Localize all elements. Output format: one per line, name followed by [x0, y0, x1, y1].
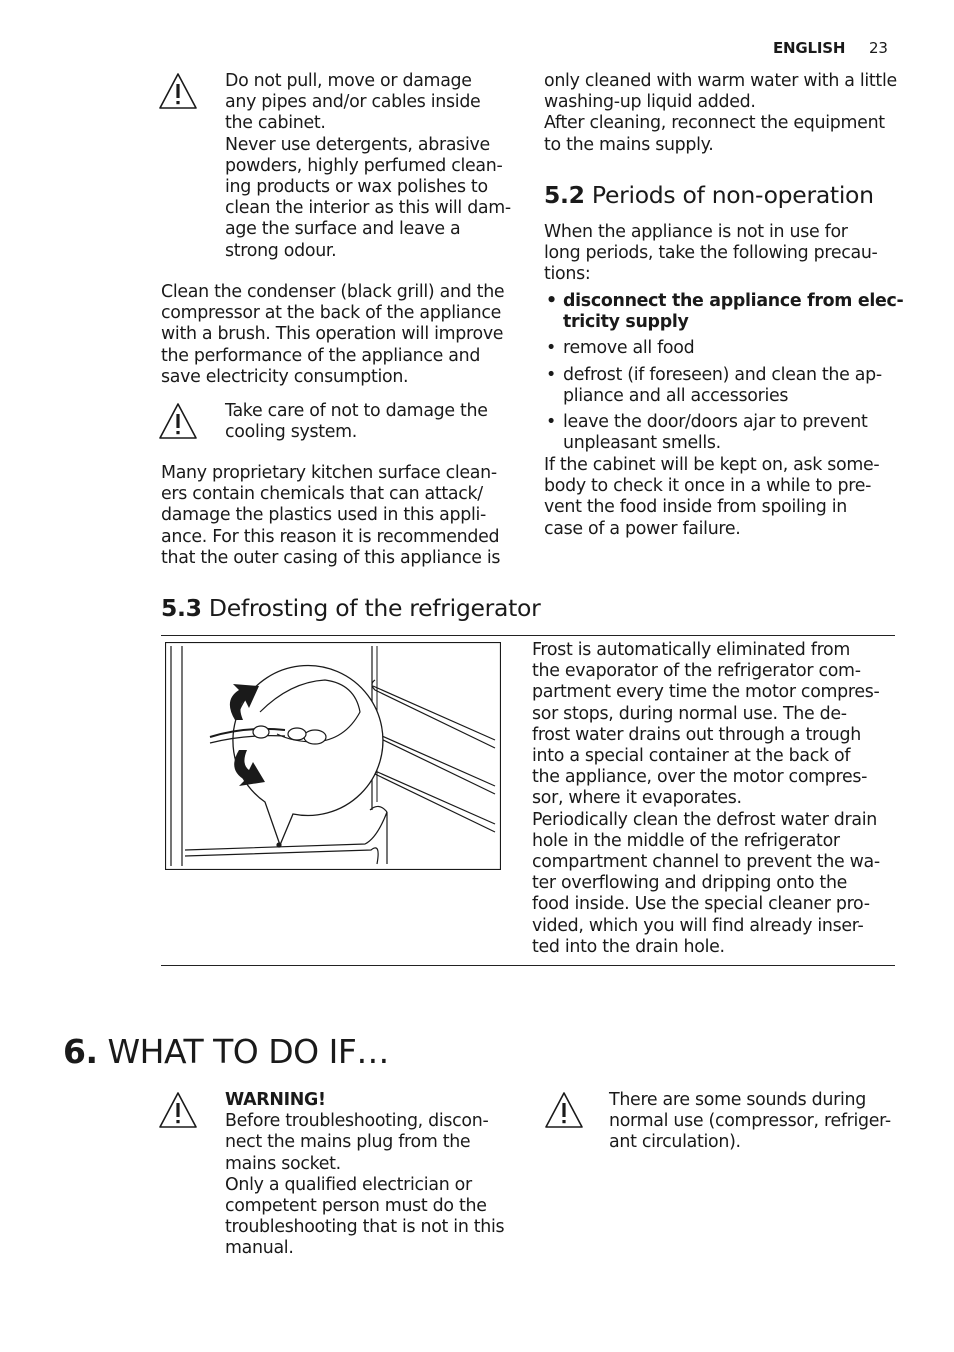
warning-triangle-icon	[158, 402, 198, 440]
section-top-rule	[161, 635, 895, 636]
warning-cooling-text: Take care of not to damage the cooling system.	[225, 401, 488, 443]
section-5-2-heading	[544, 181, 874, 209]
defrosting-text: Frost is automatically eliminated from the evaporator of the refrigerator com- partment every time the motor compres- sor stops, during normal use. The de- frost water drains out through a trough into a special container at the back of the appliance, over the motor compres- sor, where it evaporates. Periodically clean the defrost water drain hole in the middle of the refrigerator compartment channel to prevent the wa- ter overflowing and dripping onto the food inside. Use the special cleaner pro- vided, which you will find already inser- ted into the drain hole.	[532, 640, 880, 957]
warning-label: WARNING!	[225, 1090, 326, 1110]
warning-pipes-text: Do not pull, move or damage any pipes and/or cables inside the cabinet. Never use detergents, abrasive powders, highly perfumed clean- ing products or wax polishes to clean the interior as this will dam- age the surface and leave a strong odour.	[225, 71, 511, 261]
section-title: Periods of non-operation	[591, 181, 874, 209]
section-5-3-heading	[161, 594, 540, 622]
cleaners-paragraph: Many proprietary kitchen surface clean- ers contain chemicals that can attack/ damage the plastics used in this appli- ance. For this reason it is recommended that the outer casing of this appliance is	[161, 463, 501, 568]
list-item: • disconnect the appliance from elec- tricity supply	[544, 291, 914, 333]
defrost-drain-illustration	[165, 642, 501, 870]
cleaning-continued-paragraph: only cleaned with warm water with a little washing-up liquid added. After cleaning, reconnect the equipment to the mains supply.	[544, 71, 897, 155]
section-number: 5.2	[544, 181, 585, 209]
chapter-6-heading	[63, 1032, 389, 1072]
warning-triangle-icon	[158, 72, 198, 110]
header-language: ENGLISH	[773, 39, 846, 57]
section-title: Defrosting of the refrigerator	[208, 594, 541, 622]
chapter-number: 6.	[63, 1032, 98, 1071]
list-item: • remove all food	[544, 338, 914, 359]
warning-triangle-icon	[158, 1091, 198, 1129]
sounds-caution-text: There are some sounds during normal use (compressor, refriger- ant circulation).	[609, 1090, 891, 1153]
cabinet-kept-on-paragraph: If the cabinet will be kept on, ask some- body to check it once in a while to pre- vent the food inside from spoiling in case of a power failure.	[544, 455, 880, 539]
list-item: • defrost (if foreseen) and clean the ap- pliance and all accessories	[544, 365, 914, 407]
chapter-title: WHAT TO DO IF…	[107, 1032, 389, 1071]
section-number: 5.3	[161, 594, 202, 622]
warning-triangle-icon	[544, 1091, 584, 1129]
troubleshooting-warning	[225, 1090, 525, 1260]
condenser-paragraph: Clean the condenser (black grill) and the compressor at the back of the appliance with a brush. This operation will improve the performance of the appliance and save electricity consumption.	[161, 282, 505, 387]
list-item: • leave the door/doors ajar to prevent unpleasant smells.	[544, 412, 914, 454]
page-number: 23	[869, 39, 888, 57]
non-operation-intro: When the appliance is not in use for long periods, take the following precau- tions:	[544, 222, 878, 285]
section-bottom-rule	[161, 965, 895, 966]
precautions-list	[544, 291, 914, 459]
warning-text: Before troubleshooting, discon- nect the mains plug from the mains socket. Only a qualified electrician or competent person must do the troubleshooting that is not in this manual.	[225, 1111, 505, 1259]
